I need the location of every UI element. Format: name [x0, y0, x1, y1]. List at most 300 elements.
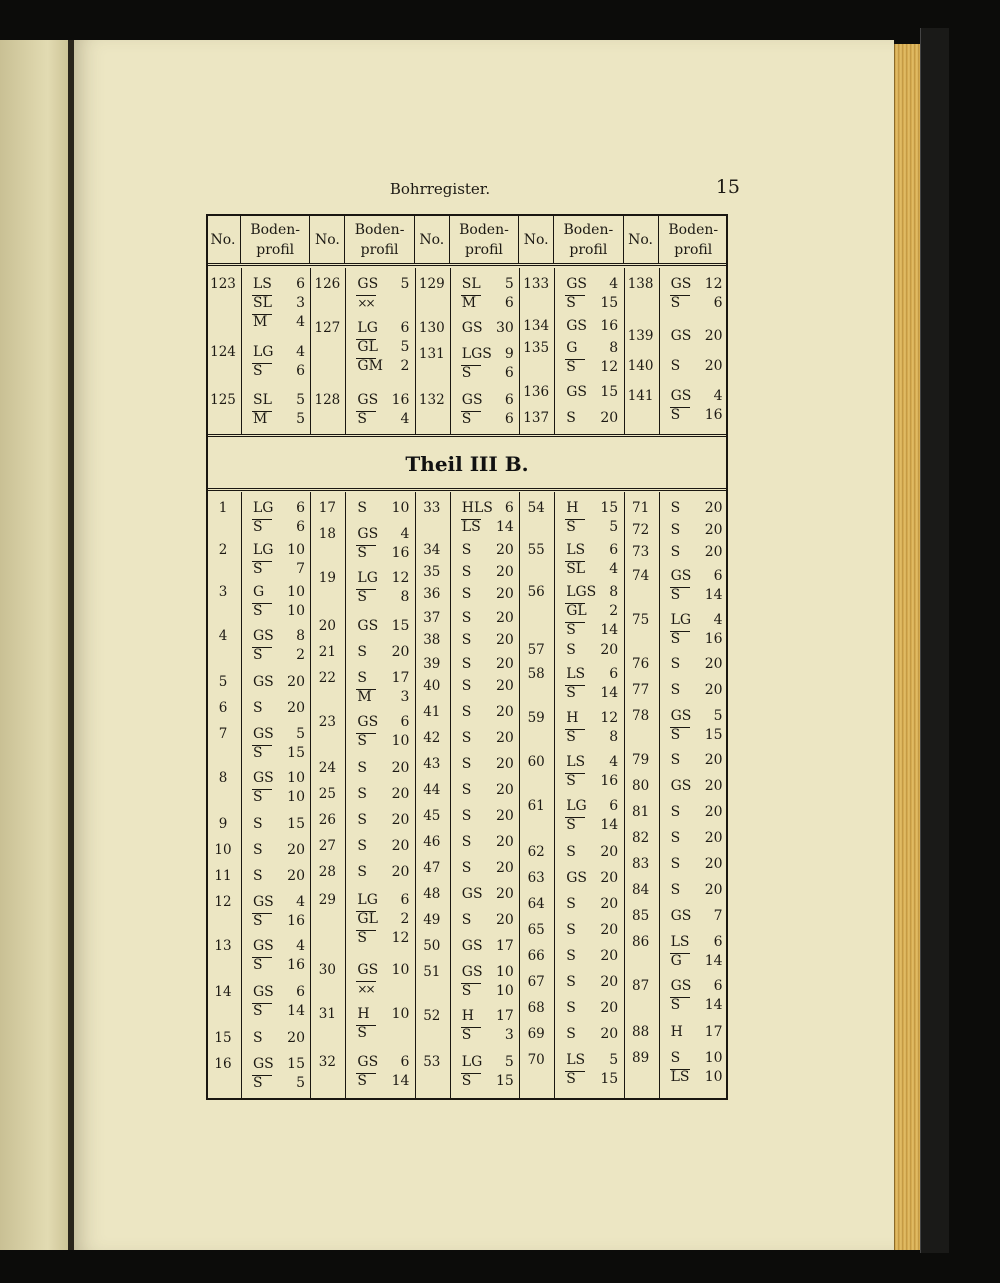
soil-layer	[253, 867, 305, 885]
soil-type: GS	[253, 726, 274, 742]
soil-type: S	[253, 789, 263, 805]
soil-type: HLS	[461, 500, 493, 516]
soil-type: S	[461, 756, 472, 772]
layer-depth: 6	[400, 320, 410, 336]
layer-depth: 20	[391, 864, 410, 880]
soil-layer	[671, 952, 723, 970]
table-header	[206, 216, 728, 266]
layer-depth: 5	[504, 1054, 514, 1070]
soil-layer	[566, 541, 618, 559]
layer-depth: 20	[287, 1030, 305, 1046]
soil-layer	[253, 313, 305, 331]
layer-depth: 5	[400, 339, 410, 355]
layer-depth: 8	[400, 589, 410, 605]
soil-layer	[566, 641, 618, 659]
soil-type: M	[461, 295, 477, 311]
layer-depth: 4	[296, 894, 305, 910]
soil-type: LS	[253, 276, 272, 292]
soil-type: S	[670, 631, 681, 647]
layer-depth: 4	[296, 938, 305, 954]
layer-depth: 20	[600, 1026, 619, 1042]
layer-depth: 20	[495, 586, 514, 602]
soil-layer	[462, 563, 514, 581]
soil-type: S	[461, 610, 472, 626]
soil-layer	[462, 391, 514, 409]
layer-boundary-rule	[670, 953, 690, 954]
layer-depth: 20	[391, 812, 410, 828]
soil-type: S	[670, 522, 681, 538]
section-divider-bottom	[206, 488, 728, 491]
layer-depth: 4	[400, 411, 410, 427]
soil-type: S	[253, 868, 263, 884]
layer-boundary-rule	[252, 745, 272, 746]
borehole-number: 134	[523, 318, 550, 334]
soil-layer	[462, 885, 514, 903]
borehole-number: 1	[218, 500, 228, 516]
borehole-number: 141	[627, 388, 654, 404]
soil-type: S	[566, 1000, 576, 1016]
layer-depth: 14	[391, 1073, 410, 1089]
soil-type: S	[670, 752, 681, 768]
soil-type: GL	[357, 339, 378, 355]
layer-depth: 20	[495, 678, 514, 694]
borehole-number: 14	[214, 984, 232, 1000]
header-no: No.	[206, 216, 241, 263]
layer-depth: 15	[495, 1073, 514, 1089]
borehole-number: 47	[423, 860, 441, 876]
soil-type: S	[461, 656, 472, 672]
borehole-number: 129	[418, 276, 445, 292]
soil-type: GS	[461, 392, 483, 408]
layer-depth: 4	[609, 561, 619, 577]
soil-layer	[566, 921, 618, 939]
soil-type: GS	[670, 388, 692, 404]
soil-layer	[357, 863, 409, 881]
layer-depth: 15	[704, 727, 723, 743]
soil-type: LS	[566, 542, 586, 558]
soil-layer	[671, 543, 723, 561]
borehole-number: 32	[318, 1054, 336, 1070]
borehole-number: 140	[627, 358, 654, 374]
soil-layer	[357, 294, 409, 312]
soil-layer	[566, 383, 618, 401]
soil-layer	[462, 631, 514, 649]
soil-layer	[253, 744, 305, 762]
borehole-number: 27	[318, 838, 336, 854]
soil-type: LS	[566, 666, 586, 682]
layer-boundary-rule	[461, 295, 481, 296]
soil-type: GS	[357, 526, 379, 542]
layer-depth: 6	[296, 363, 305, 379]
borehole-number: 40	[423, 678, 441, 694]
soil-layer	[566, 753, 618, 771]
soil-layer	[253, 627, 305, 645]
soil-layer	[462, 518, 514, 536]
borehole-number: 44	[423, 782, 441, 798]
soil-layer	[671, 681, 723, 699]
soil-layer	[671, 996, 723, 1014]
soil-type: H	[670, 1024, 683, 1040]
layer-depth: 8	[296, 628, 305, 644]
column-rule	[450, 268, 451, 434]
soil-layer	[462, 1026, 514, 1044]
header-bodenprofil-label: Boden- profil	[250, 221, 301, 258]
borehole-number: 51	[423, 964, 441, 980]
borehole-number: 84	[632, 882, 650, 898]
soil-type: S	[253, 700, 263, 716]
borehole-number: 132	[418, 392, 445, 408]
layer-depth: 20	[600, 922, 619, 938]
soil-type: S	[357, 1073, 367, 1089]
layer-depth: 20	[600, 410, 619, 426]
layer-depth: 6	[504, 500, 514, 516]
borehole-number: 37	[423, 610, 441, 626]
soil-layer	[566, 339, 618, 357]
soil-layer	[671, 586, 723, 604]
soil-type: S	[357, 500, 367, 516]
soil-type: S	[670, 682, 681, 698]
layer-boundary-rule	[565, 729, 585, 730]
soil-layer	[671, 881, 723, 899]
layer-depth: 16	[391, 545, 410, 561]
layer-boundary-rule	[461, 519, 481, 520]
soil-type: S	[461, 1073, 472, 1089]
borehole-number: 28	[318, 864, 336, 880]
soil-type: M	[253, 314, 268, 330]
soil-layer	[357, 319, 409, 337]
layer-boundary-rule	[356, 689, 376, 690]
layer-depth: 15	[287, 1056, 305, 1072]
layer-depth: 15	[600, 384, 619, 400]
borehole-number: 35	[423, 564, 441, 580]
layer-depth: 10	[287, 603, 305, 619]
soil-layer	[671, 630, 723, 648]
borehole-number: 85	[632, 908, 650, 924]
soil-layer	[462, 609, 514, 627]
soil-layer	[253, 541, 305, 559]
soil-layer	[671, 275, 723, 293]
layer-depth: 16	[287, 957, 305, 973]
soil-layer	[671, 567, 723, 585]
layer-depth: 6	[400, 714, 410, 730]
soil-type: S	[566, 729, 576, 745]
column-rule	[241, 492, 242, 1100]
layer-depth: 2	[296, 647, 305, 663]
soil-type: S	[566, 685, 576, 701]
soil-layer	[462, 499, 514, 517]
soil-type: S	[461, 586, 472, 602]
soil-layer	[566, 973, 618, 991]
soil-layer	[253, 560, 305, 578]
soil-layer	[357, 1005, 409, 1023]
borehole-number: 136	[523, 384, 550, 400]
layer-depth: 16	[704, 407, 723, 423]
soil-type: GL	[566, 603, 587, 619]
layer-depth: 20	[600, 896, 619, 912]
soil-type: S	[461, 411, 472, 427]
soil-layer	[566, 560, 618, 578]
layer-depth: 6	[400, 892, 410, 908]
soil-type: S	[253, 957, 263, 973]
soil-layer	[253, 725, 305, 743]
soil-type: GS	[670, 778, 692, 794]
borehole-number: 25	[318, 786, 336, 802]
soil-layer	[566, 999, 618, 1017]
soil-type: S	[566, 974, 576, 990]
layer-depth: 10	[495, 983, 514, 999]
borehole-number: 89	[632, 1050, 650, 1066]
borehole-number: 4	[218, 628, 228, 644]
column-rule	[345, 492, 346, 1100]
layer-boundary-rule	[670, 587, 690, 588]
header-no: No.	[310, 216, 345, 263]
soil-layer	[671, 655, 723, 673]
borehole-number: 43	[423, 756, 441, 772]
soil-type: S	[253, 519, 263, 535]
column-rule	[241, 268, 242, 434]
soil-layer	[462, 807, 514, 825]
layer-depth: 20	[495, 860, 514, 876]
section-divider-top	[206, 434, 728, 437]
borehole-number: 77	[632, 682, 650, 698]
soil-type: S	[461, 860, 472, 876]
soil-type: S	[670, 587, 681, 603]
borehole-number: 74	[632, 568, 650, 584]
soil-layer	[566, 409, 618, 427]
soil-type: S	[566, 922, 576, 938]
soil-layer	[566, 1070, 618, 1088]
borehole-number: 26	[318, 812, 336, 828]
layer-depth: 15	[287, 816, 305, 832]
soil-layer	[357, 1053, 409, 1071]
header-no: No.	[415, 216, 450, 263]
soil-type: LG	[566, 798, 587, 814]
soil-type: S	[357, 411, 367, 427]
layer-depth: 10	[287, 542, 305, 558]
soil-type: S	[566, 642, 576, 658]
soil-layer	[253, 769, 305, 787]
soil-layer	[671, 387, 723, 405]
borehole-number: 69	[527, 1026, 545, 1042]
soil-layer	[357, 643, 409, 661]
borehole-number: 72	[632, 522, 650, 538]
borehole-number: 17	[318, 500, 336, 516]
layer-depth: 16	[391, 392, 410, 408]
layer-depth: 4	[609, 276, 619, 292]
layer-depth: 3	[400, 689, 410, 705]
soil-type: S	[253, 913, 263, 929]
soil-type: S	[461, 365, 472, 381]
soil-type: ××	[357, 982, 374, 996]
soil-type: S	[566, 410, 576, 426]
soil-layer	[462, 755, 514, 773]
borehole-number: 22	[318, 670, 336, 686]
soil-layer	[566, 518, 618, 536]
layer-depth: 6	[400, 1054, 410, 1070]
layer-depth: 5	[296, 392, 305, 408]
borehole-number: 6	[218, 700, 228, 716]
layer-boundary-rule	[252, 314, 272, 315]
layer-depth: 4	[296, 344, 305, 360]
soil-type: S	[461, 632, 472, 648]
layer-depth: 3	[296, 295, 305, 311]
section-title: Theil III B.	[405, 452, 529, 476]
header-bodenprofil-label: Boden- profil	[354, 221, 405, 258]
soil-layer	[357, 732, 409, 750]
soil-layer	[462, 937, 514, 955]
layer-boundary-rule	[252, 363, 272, 364]
layer-depth: 20	[495, 782, 514, 798]
layer-depth: 14	[600, 685, 619, 701]
soil-layer	[462, 655, 514, 673]
soil-type: S	[670, 407, 681, 423]
soil-layer	[253, 983, 305, 1001]
soil-layer	[671, 1049, 723, 1067]
layer-boundary-rule	[252, 1075, 272, 1076]
soil-type: S	[566, 1026, 576, 1042]
soil-layer	[253, 912, 305, 930]
layer-depth: 20	[704, 522, 723, 538]
soil-layer	[253, 646, 305, 664]
borehole-number: 18	[318, 526, 336, 542]
layer-depth: 6	[713, 978, 723, 994]
soil-type: H	[566, 500, 579, 516]
borehole-number: 130	[418, 320, 445, 336]
borehole-number: 33	[423, 500, 441, 516]
layer-depth: 16	[600, 318, 619, 334]
soil-layer	[462, 1072, 514, 1090]
soil-layer	[462, 319, 514, 337]
soil-type: GS	[253, 894, 274, 910]
soil-type: S	[566, 844, 576, 860]
soil-layer	[462, 541, 514, 559]
layer-depth: 20	[704, 830, 723, 846]
soil-layer	[253, 1074, 305, 1092]
soil-type: H	[566, 710, 579, 726]
book-cover	[920, 28, 949, 1253]
layer-depth: 2	[400, 358, 410, 374]
soil-type: S	[566, 622, 576, 638]
layer-depth: 15	[600, 1071, 619, 1087]
soil-type: LS	[670, 934, 690, 950]
borehole-number: 124	[210, 344, 236, 360]
soil-layer	[566, 797, 618, 815]
soil-type: SL	[253, 392, 272, 408]
layer-depth: 20	[704, 358, 723, 374]
soil-layer	[566, 294, 618, 312]
soil-type: S	[461, 983, 472, 999]
borehole-number: 3	[218, 584, 228, 600]
soil-layer	[671, 726, 723, 744]
soil-layer	[357, 785, 409, 803]
layer-depth: 14	[704, 953, 723, 969]
borehole-number: 24	[318, 760, 336, 776]
layer-depth: 12	[600, 359, 619, 375]
soil-type: LGS	[566, 584, 597, 600]
soil-type: S	[461, 678, 472, 694]
soil-layer	[671, 1023, 723, 1041]
soil-layer	[671, 406, 723, 424]
soil-layer	[462, 364, 514, 382]
layer-depth: 8	[609, 729, 619, 745]
soil-type: GS	[253, 1056, 274, 1072]
soil-layer	[671, 707, 723, 725]
soil-type: GS	[253, 770, 274, 786]
column-rule	[450, 492, 451, 1100]
borehole-number: 81	[632, 804, 650, 820]
soil-type: LS	[670, 1069, 690, 1085]
soil-layer	[566, 684, 618, 702]
layer-boundary-rule	[565, 1071, 585, 1072]
soil-layer	[253, 518, 305, 536]
layer-depth: 5	[609, 1052, 619, 1068]
soil-type: GS	[253, 674, 274, 690]
soil-layer	[671, 1068, 723, 1086]
soil-type: S	[357, 670, 367, 686]
soil-type: GS	[566, 384, 587, 400]
soil-layer	[357, 357, 409, 375]
soil-type: S	[670, 804, 681, 820]
borehole-number: 87	[632, 978, 650, 994]
borehole-number: 23	[318, 714, 336, 730]
header-no: No.	[519, 216, 554, 263]
layer-depth: 14	[495, 519, 514, 535]
soil-layer	[357, 980, 409, 998]
layer-boundary-rule	[356, 339, 376, 340]
borehole-number: 78	[632, 708, 650, 724]
layer-depth: 10	[391, 733, 410, 749]
soil-layer	[671, 933, 723, 951]
borehole-number: 137	[523, 410, 550, 426]
header-bodenprofil	[241, 216, 310, 263]
soil-type: G	[670, 953, 682, 969]
soil-type: S	[461, 730, 472, 746]
layer-depth: 9	[504, 346, 514, 362]
borehole-number: 46	[423, 834, 441, 850]
soil-layer	[566, 843, 618, 861]
soil-type: GS	[461, 964, 483, 980]
soil-layer	[357, 669, 409, 687]
soil-type: S	[566, 896, 576, 912]
soil-type: GS	[357, 1054, 379, 1070]
soil-type: S	[357, 838, 367, 854]
soil-type: LG	[357, 570, 378, 586]
layer-depth: 2	[400, 911, 410, 927]
layer-boundary-rule	[252, 561, 272, 562]
layer-depth: 14	[600, 622, 619, 638]
soil-type: S	[670, 997, 681, 1013]
soil-layer	[566, 358, 618, 376]
layer-depth: 10	[495, 964, 514, 980]
borehole-number: 11	[214, 868, 232, 884]
soil-type: S	[670, 295, 681, 311]
layer-depth: 17	[704, 1024, 723, 1040]
layer-depth: 20	[495, 808, 514, 824]
layer-boundary-rule	[252, 295, 272, 296]
layer-depth: 6	[713, 934, 723, 950]
layer-depth: 4	[713, 612, 723, 628]
layer-depth: 6	[504, 365, 514, 381]
soil-type: M	[357, 689, 372, 705]
soil-type: SL	[461, 276, 481, 292]
borehole-number: 5	[218, 674, 228, 690]
layer-depth: 6	[504, 411, 514, 427]
soil-type: LGS	[461, 346, 492, 362]
soil-layer	[253, 1055, 305, 1073]
layer-depth: 6	[713, 568, 723, 584]
soil-layer	[462, 1053, 514, 1071]
soil-type: S	[670, 830, 681, 846]
